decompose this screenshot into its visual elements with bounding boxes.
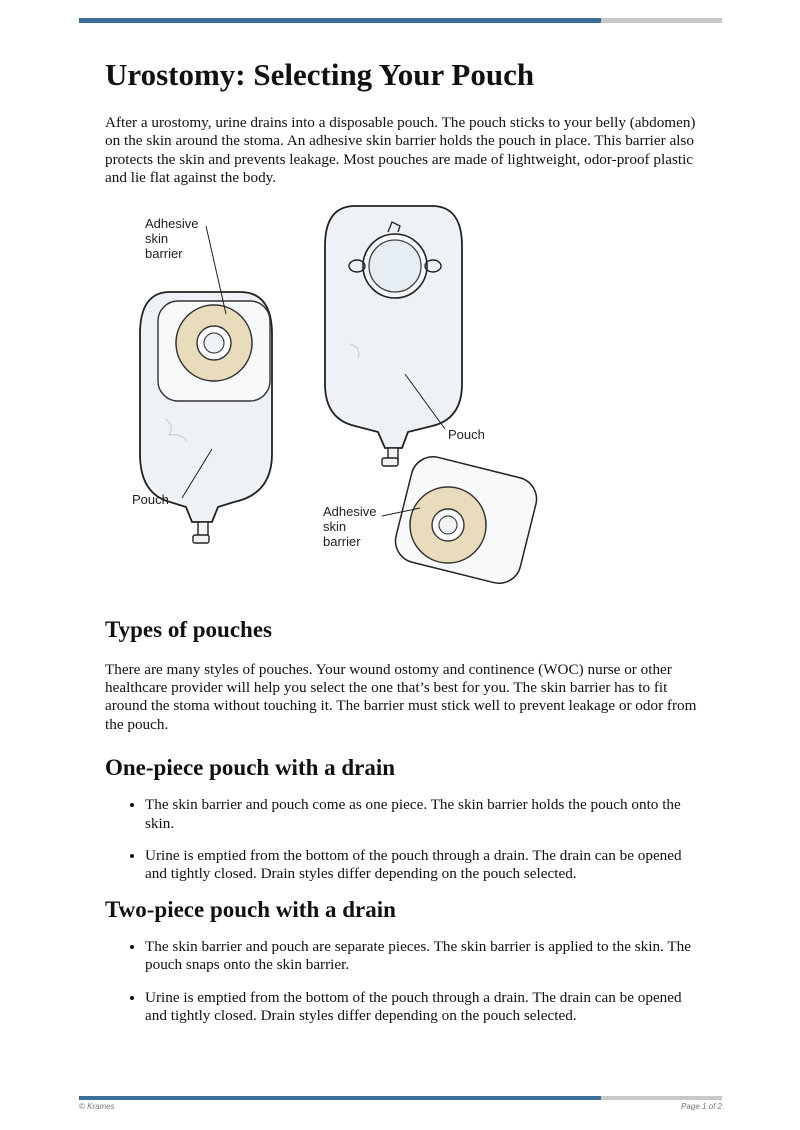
right-pouch-label: Pouch: [448, 426, 485, 442]
two-piece-list: [105, 938, 705, 1026]
pouch-illustration-svg: [110, 204, 540, 594]
document-body: [105, 56, 705, 1026]
types-paragraph: There are many styles of pouches. Your wound ostomy and continence (WOC) nurse or other healthcare provider will help you select the one that’s best for you. The skin barrier has to fit around the stoma without touching it. The barrier must stick well to prevent leakage or odor from the pouch.: [105, 660, 697, 733]
list-item: • Urine is emptied from the bottom of the pouch through a drain. The drain can be opened and tightly closed. Drain styles differ depending on the pouch selected.: [145, 847, 705, 884]
one-piece-list: [105, 796, 705, 884]
intro-paragraph: After a urostomy, urine drains into a disposable pouch. The pouch sticks to your belly (abdomen) on the skin around the stoma. An adhesive skin barrier holds the pouch in place. This barrier also protects the skin and prevents leakage. Most pouches are made of lightweight, odor-proof plastic and lie flat against the body.: [105, 114, 696, 187]
two-piece-heading: Two-piece pouch with a drain: [105, 896, 396, 922]
pouch-illustration: [110, 204, 540, 594]
footer-progress-bar: [79, 1096, 722, 1100]
list-item: • The skin barrier and pouch are separate pieces. The skin barrier is applied to the skin. The pouch snaps onto the skin barrier.: [145, 938, 705, 975]
header-progress-fill: [79, 18, 601, 23]
one-piece-pouch-drawing: [132, 216, 272, 543]
right-barrier-label-line3: barrier: [323, 533, 361, 549]
footer-page-number: Page 1 of 2: [681, 1102, 722, 1111]
right-barrier-label-line2: skin: [323, 518, 347, 534]
left-barrier-label-line2: skin: [145, 230, 169, 246]
page-title: Urostomy: Selecting Your Pouch: [105, 57, 535, 92]
header-progress-bar: [79, 18, 722, 23]
left-barrier-label-line3: barrier: [145, 245, 183, 261]
list-item: • Urine is emptied from the bottom of the pouch through a drain. The drain can be opened and tightly closed. Drain styles differ depending on the pouch selected.: [145, 989, 705, 1026]
footer-progress-fill: [79, 1096, 601, 1100]
types-heading: Types of pouches: [105, 616, 272, 642]
list-item: • The skin barrier and pouch come as one piece. The skin barrier holds the pouch onto the skin.: [145, 796, 705, 833]
left-pouch-label: Pouch: [132, 491, 169, 507]
one-piece-heading: One-piece pouch with a drain: [105, 755, 396, 781]
footer-copyright: © Krames: [79, 1102, 115, 1111]
left-barrier-label-line1: Adhesive: [145, 215, 199, 231]
right-barrier-label-line1: Adhesive: [323, 503, 377, 519]
two-piece-pouch-drawing: [323, 206, 540, 588]
